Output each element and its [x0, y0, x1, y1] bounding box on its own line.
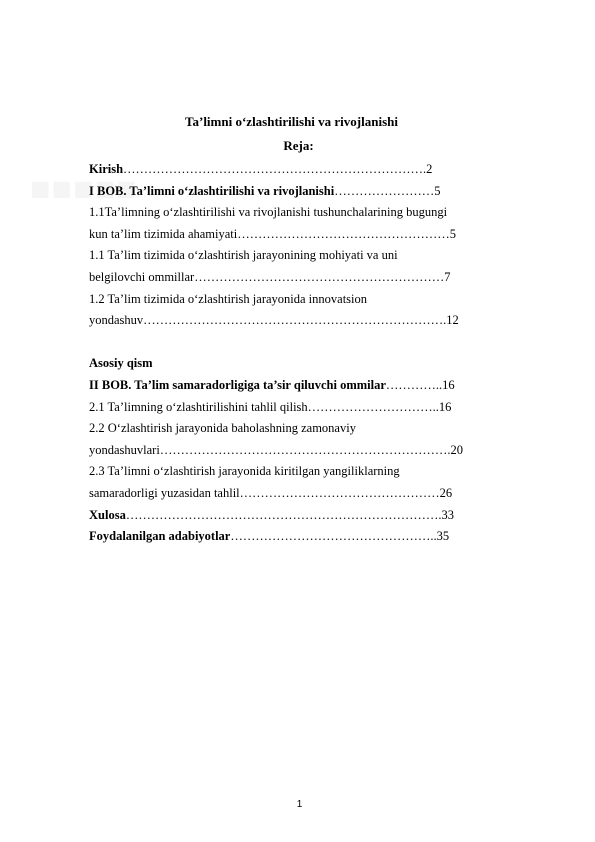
toc-page-number: 35: [436, 529, 450, 544]
toc-section-text: yondashuv: [89, 313, 144, 328]
toc-references-label: Foydalanilgan adabiyotlar: [89, 529, 231, 544]
plan-heading-text: Reja:: [283, 138, 314, 153]
toc-dots: ……………………………………………………………….: [123, 162, 427, 176]
toc-entry-1-2-line-2[interactable]: [89, 310, 519, 332]
toc-dots: …………………………..: [307, 399, 439, 414]
toc-dots: ………………………………………………………………….: [125, 507, 442, 522]
toc-section-text: kun ta’lim tizimida ahamiyati: [89, 226, 238, 241]
toc-section-text: 2.1 Ta’limning o‘zlashtirilishini tahlil qilish: [89, 399, 308, 414]
toc-dots: ……………………………………………………………….: [143, 313, 447, 328]
spacer: [89, 332, 519, 354]
toc-entry-conclusion[interactable]: [89, 505, 519, 527]
toc-entry-1-1-line-1[interactable]: [89, 202, 519, 224]
table-of-contents: [89, 159, 519, 548]
toc-chapter-1-label: I BOB. Ta’limni o‘zlashtirilishi va rivojlanishi: [89, 183, 335, 198]
page-number: [0, 799, 595, 810]
toc-section-text: yondashuvlari: [89, 442, 160, 457]
toc-section-text: samaradorligi yuzasidan tahlil: [89, 485, 240, 500]
toc-page-number: 26: [439, 485, 453, 500]
toc-section-text: 1.2 Ta’lim tizimida o‘zlashtirish jarayonida innovatsion: [89, 291, 368, 306]
toc-dots: ……………………: [334, 183, 435, 198]
toc-section-text: 1.1 Ta’lim tizimida o‘zlashtirish jarayonining mohiyati va uni: [89, 248, 398, 263]
toc-chapter-2-label: II BOB. Ta’lim samaradorligiga ta’sir qiluvchi ommilar: [89, 377, 386, 392]
toc-page-number: 16: [442, 377, 455, 392]
toc-conclusion-label: Xulosa: [89, 507, 126, 522]
page-title: [0, 114, 595, 130]
toc-page-number: 12: [446, 313, 459, 328]
toc-entry-1-2-line-1[interactable]: [89, 289, 519, 311]
toc-page-number: 16: [438, 399, 452, 414]
toc-entry-1-1b-line-2[interactable]: [89, 267, 519, 289]
toc-page-number: 20: [450, 442, 463, 457]
toc-entry-chapter-1[interactable]: [89, 181, 519, 203]
toc-entry-1-1-line-2[interactable]: [89, 224, 519, 246]
toc-page-number: 5: [449, 226, 456, 241]
toc-page-number: 33: [441, 507, 454, 522]
toc-entry-2-3-line-2[interactable]: [89, 483, 519, 505]
toc-entry-2-1[interactable]: [89, 397, 519, 419]
toc-dots: ……………………………………………………: [194, 269, 445, 284]
toc-section-text: 2.2 O‘zlashtirish jarayonida baholashning zamonaviy: [89, 421, 356, 436]
toc-entry-2-2-line-2[interactable]: [89, 440, 519, 462]
toc-intro-label: Kirish: [89, 162, 124, 176]
toc-section-text: 1.1Ta’limning o‘zlashtirilishi va rivojlanishi tushunchalarining bugungi: [89, 205, 448, 220]
toc-entry-1-1b-line-1[interactable]: [89, 245, 519, 267]
toc-dots: …………………………………………..: [230, 529, 437, 544]
toc-entry-intro[interactable]: [89, 159, 519, 181]
toc-entry-main-part[interactable]: [89, 353, 519, 375]
toc-section-text: 2.3 Ta’limni o‘zlashtirish jarayonida kiritilgan yangiliklarning: [89, 464, 400, 479]
toc-section-text: belgilovchi ommillar: [89, 269, 195, 284]
toc-dots: ……………………………………………: [237, 226, 450, 241]
toc-main-part-label: Asosiy qism: [89, 356, 153, 371]
toc-page-number: 5: [434, 183, 441, 198]
plan-heading: [0, 138, 595, 154]
toc-dots: …………………………………………: [239, 485, 440, 500]
toc-page-number: 2: [426, 162, 433, 176]
toc-entry-2-2-line-1[interactable]: [89, 418, 519, 440]
toc-entry-references[interactable]: [89, 526, 519, 548]
toc-dots: …………..: [385, 377, 443, 392]
toc-entry-2-3-line-1[interactable]: [89, 461, 519, 483]
toc-page-number: 7: [444, 269, 451, 284]
toc-dots: …………………………………………………………….: [159, 442, 451, 457]
toc-entry-chapter-2[interactable]: [89, 375, 519, 397]
page-number-text: 1: [296, 799, 303, 810]
title-text: Ta’limni o‘zlashtirilishi va rivojlanishi: [185, 114, 398, 129]
